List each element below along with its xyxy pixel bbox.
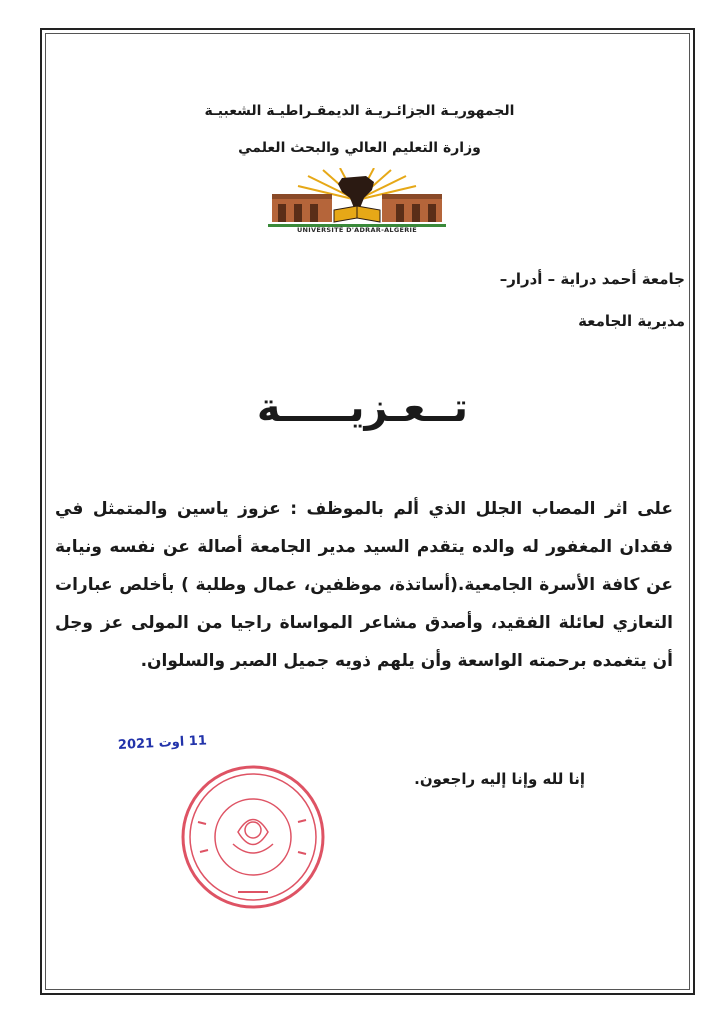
seal-emblem-icon <box>233 820 273 854</box>
africa-map-icon <box>338 176 374 208</box>
ministry-heading: وزارة التعليم العالي والبحث العلمي <box>238 140 481 156</box>
document-title: تــعـزيـــــة <box>256 385 469 431</box>
official-seal-stamp <box>178 762 328 912</box>
closing-phrase: إنا لله وإنا إليه راجعون. <box>414 770 585 788</box>
logo-caption: UNIVERSITÉ D'ADRAR-ALGERIE <box>296 226 417 234</box>
republic-heading: الجمهوريـة الجزائـريـة الديمقـراطيـة الشعبيـة <box>204 103 515 119</box>
directorate-name: مديرية الجامعة <box>578 312 685 330</box>
left-building-icon <box>272 194 332 222</box>
condolence-body: على اثر المصاب الجلل الذي ألم بالموظف : عزوز ياسين والمتمثل في فقدان المغفور له والده يتقدم السيد مدير الجامعة أصالة عن نفسه ونيابة عن كافة الأسرة الجامعية.(أساتذة، موظفين، عمال وطلبة ) بأخلص عبارات التعازي لعائلة الفقيد، وأصدق مشاعر المواساة راجيا من المولى عز وجل أن يتغمده برحمته الواسعة وأن يلهم ذويه جميل الصبر والسلوان. <box>55 499 673 671</box>
date-stamp: 11 اوت 2021 <box>117 733 208 753</box>
university-name: جامعة أحمد دراية – أدرار– <box>499 270 685 288</box>
right-building-icon <box>382 194 442 222</box>
